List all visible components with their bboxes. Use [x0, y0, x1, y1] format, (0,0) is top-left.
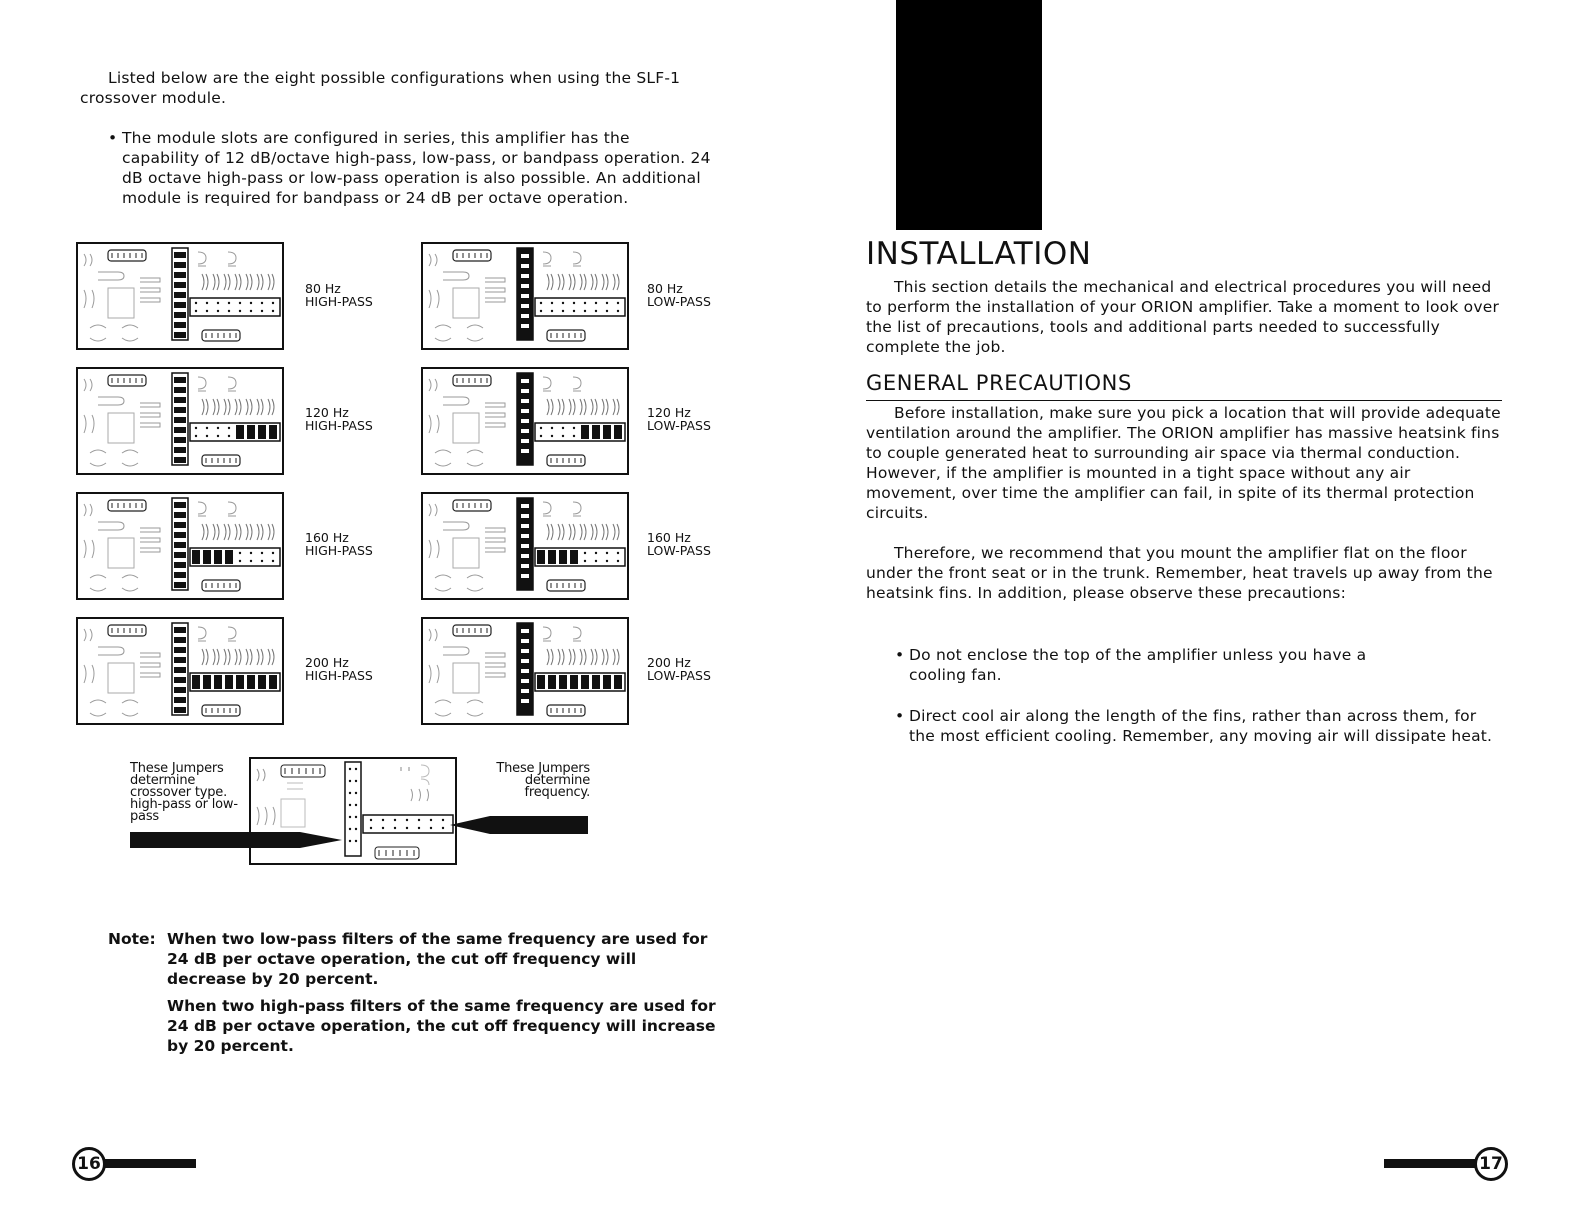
config-type: HIGH-PASS	[305, 417, 373, 433]
config-label	[647, 283, 767, 308]
circuit-board-drawing	[423, 619, 627, 723]
config-freq: 160 Hz	[305, 530, 349, 545]
page-number-bar	[1384, 1159, 1480, 1168]
circuit-board-drawing	[78, 244, 282, 348]
config-label	[305, 283, 425, 308]
precaution-bullet-text: Do not enclose the top of the amplifier unless you have a cooling fan.	[909, 646, 1367, 684]
right-arrow-icon	[450, 812, 590, 838]
callout-type-jumpers: These Jumpers determine crossover type. high-pass or low-pass	[130, 761, 238, 824]
circuit-board-drawing	[78, 369, 282, 473]
board-200hz-low-pass	[421, 617, 629, 725]
circuit-board-drawing	[423, 244, 627, 348]
config-type: HIGH-PASS	[305, 667, 373, 683]
config-type: HIGH-PASS	[305, 293, 373, 309]
config-type: LOW-PASS	[647, 542, 711, 558]
board-120hz-high-pass	[76, 367, 284, 475]
config-type: LOW-PASS	[647, 417, 711, 433]
config-type: HIGH-PASS	[305, 542, 373, 558]
left-arrow-icon	[130, 826, 346, 854]
page-number-bar	[100, 1159, 196, 1168]
circuit-board-drawing	[423, 369, 627, 473]
installation-intro: This section details the mechanical and electrical procedures you will need to perform the installation of your ORION amplifier. Take a moment to look over the list of precautions, tools and additional parts needed to successfully complete the job.	[866, 278, 1500, 356]
circuit-board-drawing	[78, 619, 282, 723]
precaution-bullet-text: Direct cool air along the length of the fins, rather than across them, for the most efficient cooling. Remember, any moving air will dissipate heat.	[909, 707, 1493, 745]
circuit-board-drawing	[78, 494, 282, 598]
installation-title: INSTALLATION	[866, 236, 1092, 272]
board-160hz-low-pass	[421, 492, 629, 600]
note-label: Note:	[108, 930, 156, 948]
config-type: LOW-PASS	[647, 667, 711, 683]
config-freq: 120 Hz	[647, 405, 691, 420]
bullet-glyph: •	[895, 707, 905, 725]
config-freq: 80 Hz	[647, 281, 683, 296]
config-label	[647, 532, 767, 557]
config-label	[647, 407, 767, 432]
board-160hz-high-pass	[76, 492, 284, 600]
board-80hz-high-pass	[76, 242, 284, 350]
page-number-16: 16	[72, 1147, 106, 1181]
precautions-paragraph-1: Before installation, make sure you pick a location that will provide adequate ventilation around the amplifier. The ORION amplifier has massive heatsink fins to couple generated heat to surrounding air space via thermal conduction. However, if the amplifier is mounted in a tight space without any air movement, over time the amplifier can fail, in spite of its thermal protection circuits.	[866, 404, 1501, 522]
module-bullet	[108, 128, 712, 208]
config-freq: 160 Hz	[647, 530, 691, 545]
module-bullet-text: The module slots are configured in series, this amplifier has the capability of 12 dB/octave high-pass, low-pass, or bandpass operation. 24 dB octave high-pass or low-pass operation is also possible. An additional module is required for bandpass or 24 dB per octave operation.	[122, 129, 711, 207]
section-tab-block	[896, 0, 1042, 230]
config-freq: 80 Hz	[305, 281, 341, 296]
intro-paragraph: Listed below are the eight possible configurations when using the SLF-1 crossover module.	[80, 69, 681, 107]
precaution-bullet-1	[895, 645, 1379, 685]
config-freq: 200 Hz	[305, 655, 349, 670]
bullet-glyph: •	[895, 646, 905, 664]
note-high-pass: When two high-pass filters of the same frequency are used for 24 dB per octave operation, the cut off frequency will increase by 20 percent.	[167, 997, 716, 1055]
config-label	[305, 407, 425, 432]
general-precautions-title: GENERAL PRECAUTIONS	[866, 371, 1132, 395]
callout-frequency-jumpers: These Jumpers determine frequency.	[496, 761, 590, 800]
board-80hz-low-pass	[421, 242, 629, 350]
circuit-board-drawing	[423, 494, 627, 598]
config-freq: 200 Hz	[647, 655, 691, 670]
page-number-17: 17	[1474, 1147, 1508, 1181]
board-120hz-low-pass	[421, 367, 629, 475]
board-200hz-high-pass	[76, 617, 284, 725]
config-label	[305, 532, 425, 557]
config-freq: 120 Hz	[305, 405, 349, 420]
config-label	[305, 657, 425, 682]
config-type: LOW-PASS	[647, 293, 711, 309]
bullet-glyph: •	[108, 129, 118, 147]
config-label	[647, 657, 767, 682]
section-rule	[866, 400, 1502, 401]
precaution-bullet-2	[895, 706, 1499, 746]
precautions-paragraph-2: Therefore, we recommend that you mount the amplifier flat on the floor under the front seat or in the trunk. Remember, heat travels up away from the heatsink fins. In addition, please observe these precautions:	[866, 544, 1493, 602]
note-low-pass: When two low-pass filters of the same frequency are used for 24 dB per octave operation, the cut off frequency will decrease by 20 percent.	[167, 930, 708, 988]
